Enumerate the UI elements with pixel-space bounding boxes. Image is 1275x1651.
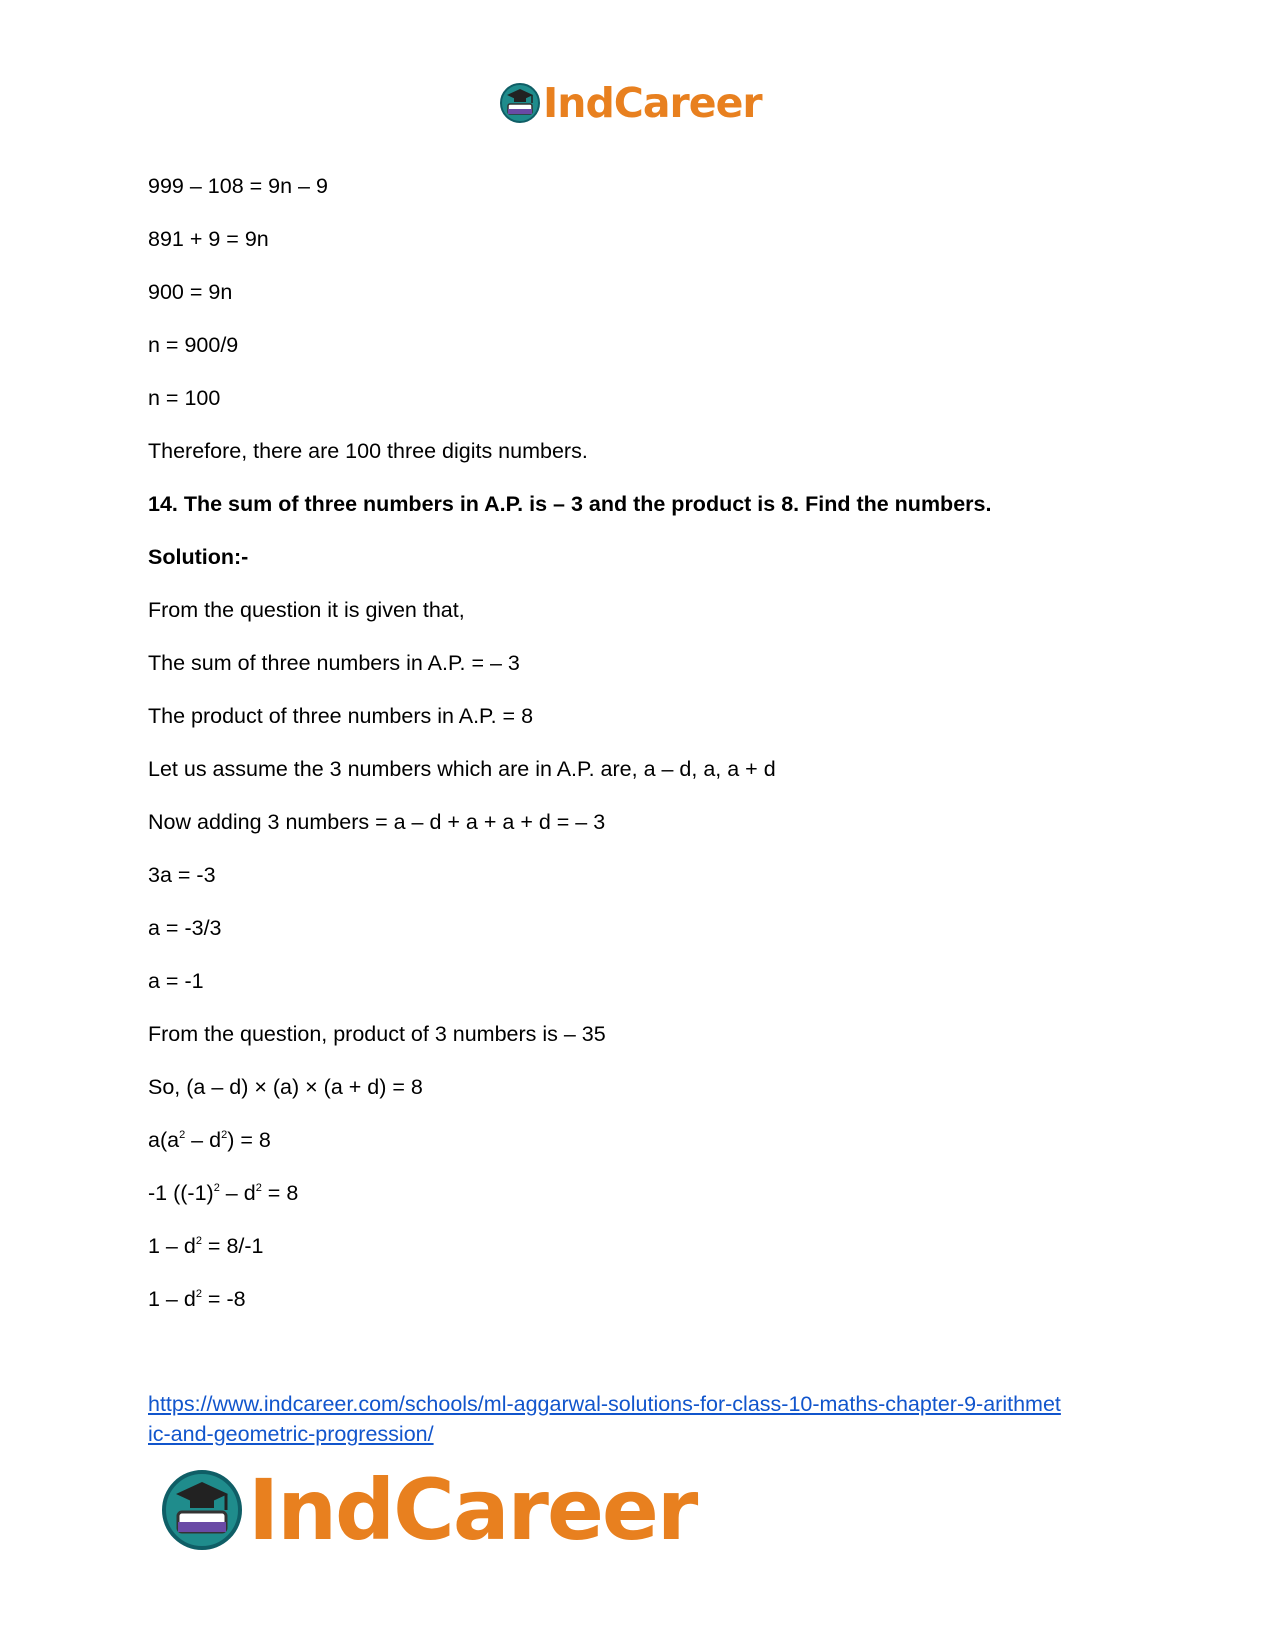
text-line: n = 900/9 <box>148 333 239 357</box>
text-line: The product of three numbers in A.P. = 8 <box>148 704 534 728</box>
source-link-line-2[interactable]: ic-and-geometric-progression/ <box>148 1422 434 1446</box>
text-line: a = -3/3 <box>148 916 222 940</box>
source-link[interactable] <box>148 1389 1128 1449</box>
source-link-line-1[interactable]: https://www.indcareer.com/schools/ml-aggarwal-solutions-for-class-10-maths-chapter-9-arithmet <box>148 1392 1061 1416</box>
text-line: From the question, product of 3 numbers is – 35 <box>148 1022 606 1046</box>
question-heading: 14. The sum of three numbers in A.P. is – 3 and the product is 8. Find the numbers. <box>148 492 992 516</box>
text-line: Let us assume the 3 numbers which are in A.P. are, a – d, a, a + d <box>148 757 776 781</box>
graduation-book-icon <box>499 82 541 124</box>
text-line: The sum of three numbers in A.P. = – 3 <box>148 651 520 675</box>
text-line: So, (a – d) × (a) × (a + d) = 8 <box>148 1075 423 1099</box>
equation-line: $1 - d^2 = 8/-1$ <box>148 1234 264 1258</box>
text-line: 891 + 9 = 9n <box>148 227 269 251</box>
header-logo <box>499 80 762 126</box>
text-line: Now adding 3 numbers = a – d + a + a + d = – 3 <box>148 810 606 834</box>
solution-label: Solution:- <box>148 545 249 569</box>
logo-wordmark: IndCareer <box>248 1461 697 1559</box>
text-line: 3a = -3 <box>148 863 216 887</box>
text-line: From the question it is given that, <box>148 598 465 622</box>
text-line: n = 100 <box>148 386 221 410</box>
logo-wordmark: IndCareer <box>543 79 762 127</box>
text-line: 999 – 108 = 9n – 9 <box>148 174 328 198</box>
footer-logo <box>160 1462 696 1558</box>
equation-line: $a(a^2 - d^2) = 8$ <box>148 1128 271 1152</box>
conclusion-text: Therefore, there are 100 three digits numbers. <box>148 439 588 463</box>
equation-line: -1 ($(-1)^2 - d^2 = 8$ <box>148 1181 299 1205</box>
text-line: a = -1 <box>148 969 204 993</box>
text-line: 900 = 9n <box>148 280 233 304</box>
graduation-book-icon <box>160 1468 244 1552</box>
equation-line: $1 - d^2 = -8$ <box>148 1287 246 1311</box>
